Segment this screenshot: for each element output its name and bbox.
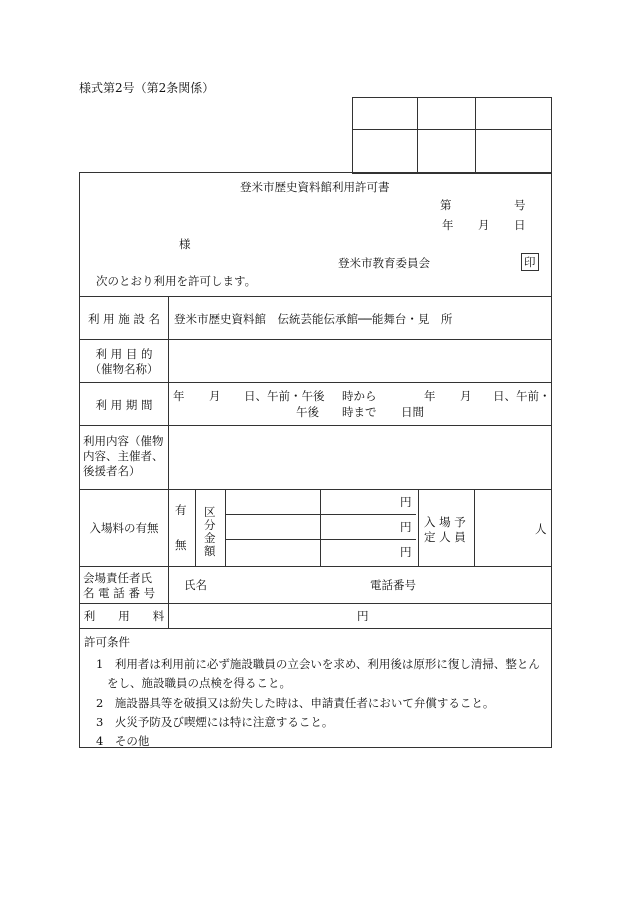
date-month: 月 [478, 218, 490, 232]
conditions-title: 許可条件 [84, 635, 130, 649]
condition-item: 1 利用者は利用前に必ず施設職員の立会いを求め、利用後は原形に復し清掃、整とん [96, 657, 540, 671]
fee-class-2: 分 [204, 518, 216, 532]
period-from-month: 月 [209, 389, 221, 403]
attendance-label: 入 場 予 [424, 515, 466, 529]
usage-fee-label: 利 用 料 [83, 609, 165, 623]
usage-fee-yen: 円 [357, 609, 369, 623]
fee-yen-1: 円 [400, 495, 412, 509]
seal-mark: 印 [521, 253, 539, 271]
purpose-label: 利 用 目 的 [95, 347, 153, 361]
permit-form [79, 172, 552, 748]
facility-label: 利 用 施 設 名 [87, 312, 161, 326]
number-prefix: 第 [440, 198, 452, 212]
period-from-year: 年 [173, 389, 185, 403]
content-label-3: 後援者名） [83, 464, 141, 478]
period-from-day: 日、午前・午後 [244, 389, 325, 403]
fee-class-3: 金 [204, 531, 216, 545]
fee-yen-3: 円 [400, 545, 412, 559]
fee-no: 無 [175, 538, 187, 552]
condition-item: 3 火災予防及び喫煙には特に注意すること。 [96, 715, 334, 729]
addressee-suffix: 様 [179, 237, 191, 251]
condition-item: をし、施設職員の点検を得ること。 [107, 676, 291, 690]
purpose-label-sub: （催物名称） [89, 362, 159, 376]
manager-phone: 電話番号 [370, 578, 416, 592]
fee-class-1: 区 [204, 505, 216, 519]
number-suffix: 号 [514, 198, 526, 212]
period-from-time: 時から [342, 389, 377, 403]
condition-item: 4 その他 [96, 734, 150, 748]
content-label-2: 内容、主催者、 [83, 449, 164, 463]
period-label: 利 用 期 間 [95, 398, 153, 412]
stamp-box [476, 98, 552, 130]
date-year: 年 [442, 218, 454, 232]
condition-item: 2 施設器具等を破損又は紛失した時は、申請責任者において弁償すること。 [96, 696, 495, 710]
form-title: 登米市歴史資料館利用許可書 [240, 180, 390, 194]
stamp-box [418, 130, 476, 174]
form-number: 様式第2号（第2条関係） [79, 81, 215, 95]
facility-value: 登米市歴史資料館 伝統芸能伝承館──能舞台・見 所 [174, 312, 453, 326]
stamp-box [353, 98, 418, 130]
period-to-ampm: 午後 [296, 405, 319, 419]
manager-label-2: 名 電 話 番 号 [83, 586, 156, 600]
stamp-box [418, 98, 476, 130]
attendance-label-2: 定 人 員 [424, 530, 466, 544]
manager-label: 会場責任者氏 [83, 571, 152, 585]
fee-yes: 有 [175, 503, 187, 517]
permit-statement: 次のとおり利用を許可します。 [96, 274, 257, 288]
stamp-box [476, 130, 552, 174]
manager-name: 氏名 [184, 578, 207, 592]
period-to-year: 年 [424, 389, 436, 403]
period-to-month: 月 [460, 389, 472, 403]
approval-stamp-boxes [352, 97, 552, 174]
period-to-time: 時まで [342, 405, 377, 419]
period-to-day: 日、午前・ [493, 389, 551, 403]
date-day: 日 [514, 218, 526, 232]
fee-yen-2: 円 [400, 520, 412, 534]
issuer: 登米市教育委員会 [338, 256, 430, 270]
fee-label: 入場料の有無 [89, 521, 159, 535]
stamp-box [353, 130, 418, 174]
persons-unit: 人 [535, 522, 547, 536]
fee-class-4: 額 [204, 544, 216, 558]
period-days: 日間 [401, 405, 424, 419]
content-label: 利用内容（催物 [83, 434, 164, 448]
